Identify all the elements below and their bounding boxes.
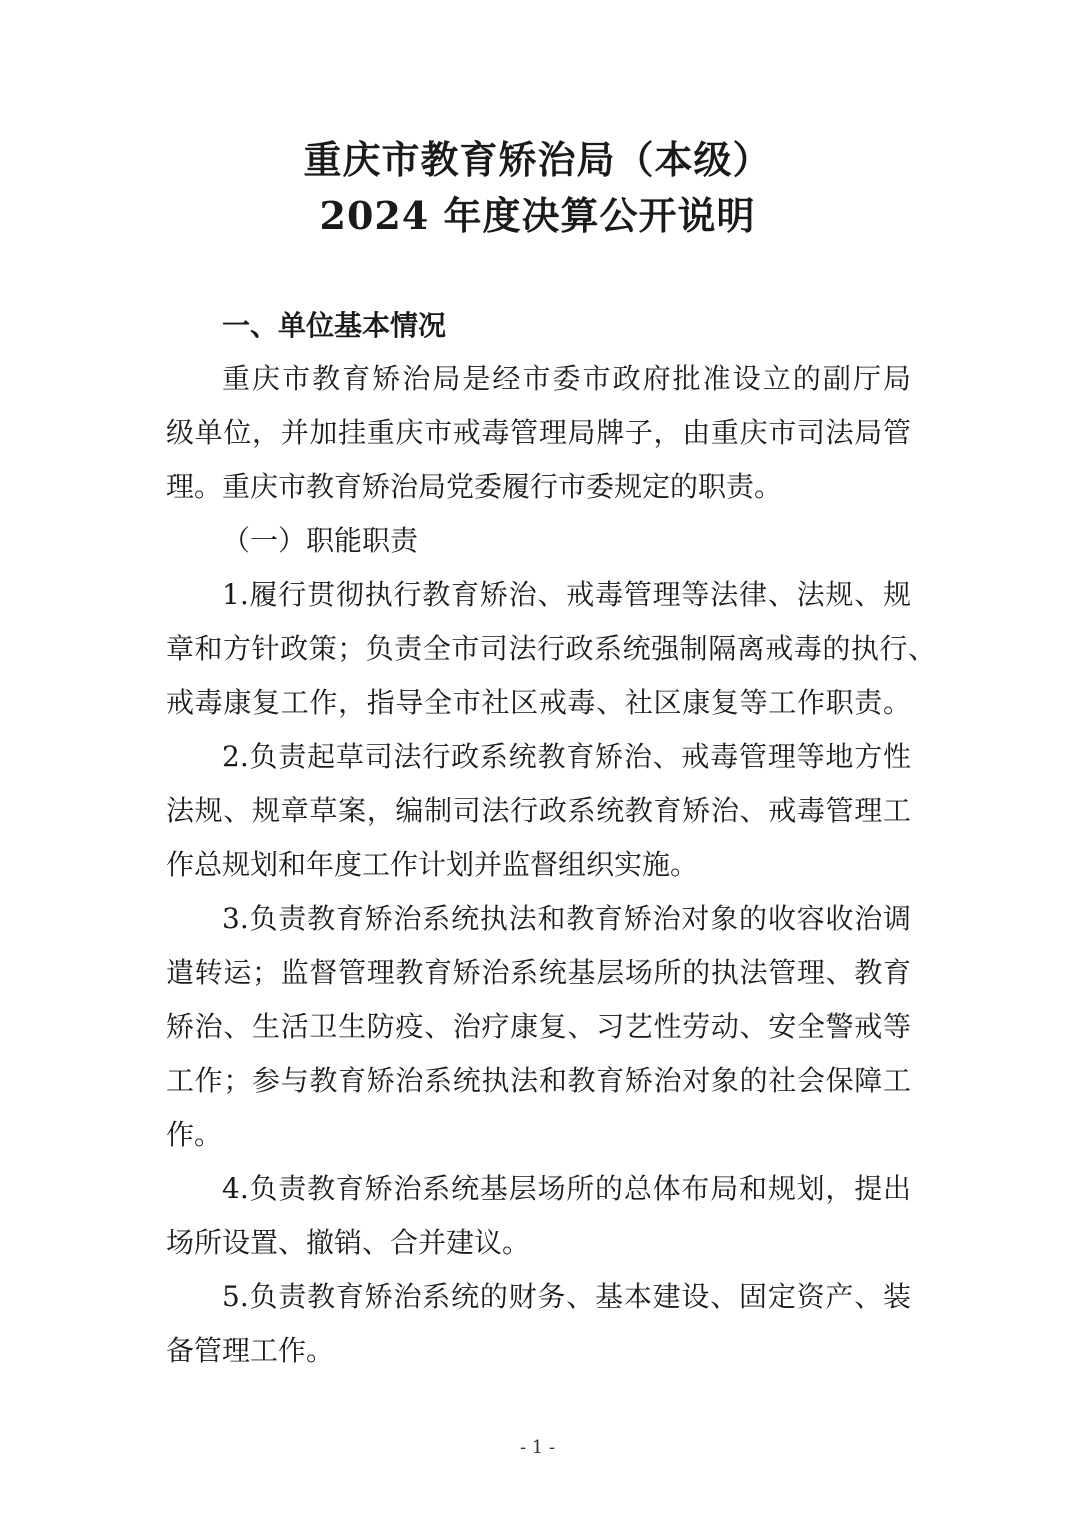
paragraph-line: 法规、规章草案，编制司法行政系统教育矫治、戒毒管理工	[166, 794, 911, 827]
document-title-line-1: 重庆市教育矫治局（本级）	[303, 137, 772, 182]
paragraph-line: 理。重庆市教育矫治局党委履行市委规定的职责。	[166, 470, 783, 503]
paragraph-line: 3.负责教育矫治系统执法和教育矫治对象的收容收治调	[222, 902, 911, 935]
paragraph-line: 1.履行贯彻执行教育矫治、戒毒管理等法律、法规、规	[222, 578, 911, 611]
paragraph-line: 2.负责起草司法行政系统教育矫治、戒毒管理等地方性	[222, 740, 911, 773]
paragraph-line: 5.负责教育矫治系统的财务、基本建设、固定资产、装	[222, 1280, 911, 1313]
paragraph-line: 级单位，并加挂重庆市戒毒管理局牌子，由重庆市司法局管	[166, 416, 911, 449]
paragraph-line: 遣转运；监督管理教育矫治系统基层场所的执法管理、教育	[166, 956, 911, 989]
paragraph-line: 作。	[166, 1118, 223, 1151]
paragraph-line: 戒毒康复工作，指导全市社区戒毒、社区康复等工作职责。	[166, 686, 911, 719]
paragraph-line: 备管理工作。	[166, 1334, 335, 1367]
page-number: - 1 -	[519, 1437, 556, 1458]
document-title-line-2: 2024 年度决算公开说明	[319, 193, 756, 238]
paragraph-line: 场所设置、撤销、合并建议。	[166, 1226, 531, 1259]
paragraph-line: 作总规划和年度工作计划并监督组织实施。	[166, 848, 699, 881]
paragraph-line: 工作；参与教育矫治系统执法和教育矫治对象的社会保障工	[166, 1064, 911, 1097]
paragraph-line: 矫治、生活卫生防疫、治疗康复、习艺性劳动、安全警戒等	[166, 1010, 911, 1043]
paragraph-line: 章和方针政策；负责全市司法行政系统强制隔离戒毒的执行、	[166, 632, 936, 665]
subsection-heading-duties: （一）职能职责	[222, 524, 419, 557]
section-heading-basic-info: 一、单位基本情况	[222, 309, 447, 342]
paragraph-line: 4.负责教育矫治系统基层场所的总体布局和规划，提出	[222, 1172, 911, 1205]
paragraph-line: 重庆市教育矫治局是经市委市政府批准设立的副厅局	[222, 362, 911, 395]
